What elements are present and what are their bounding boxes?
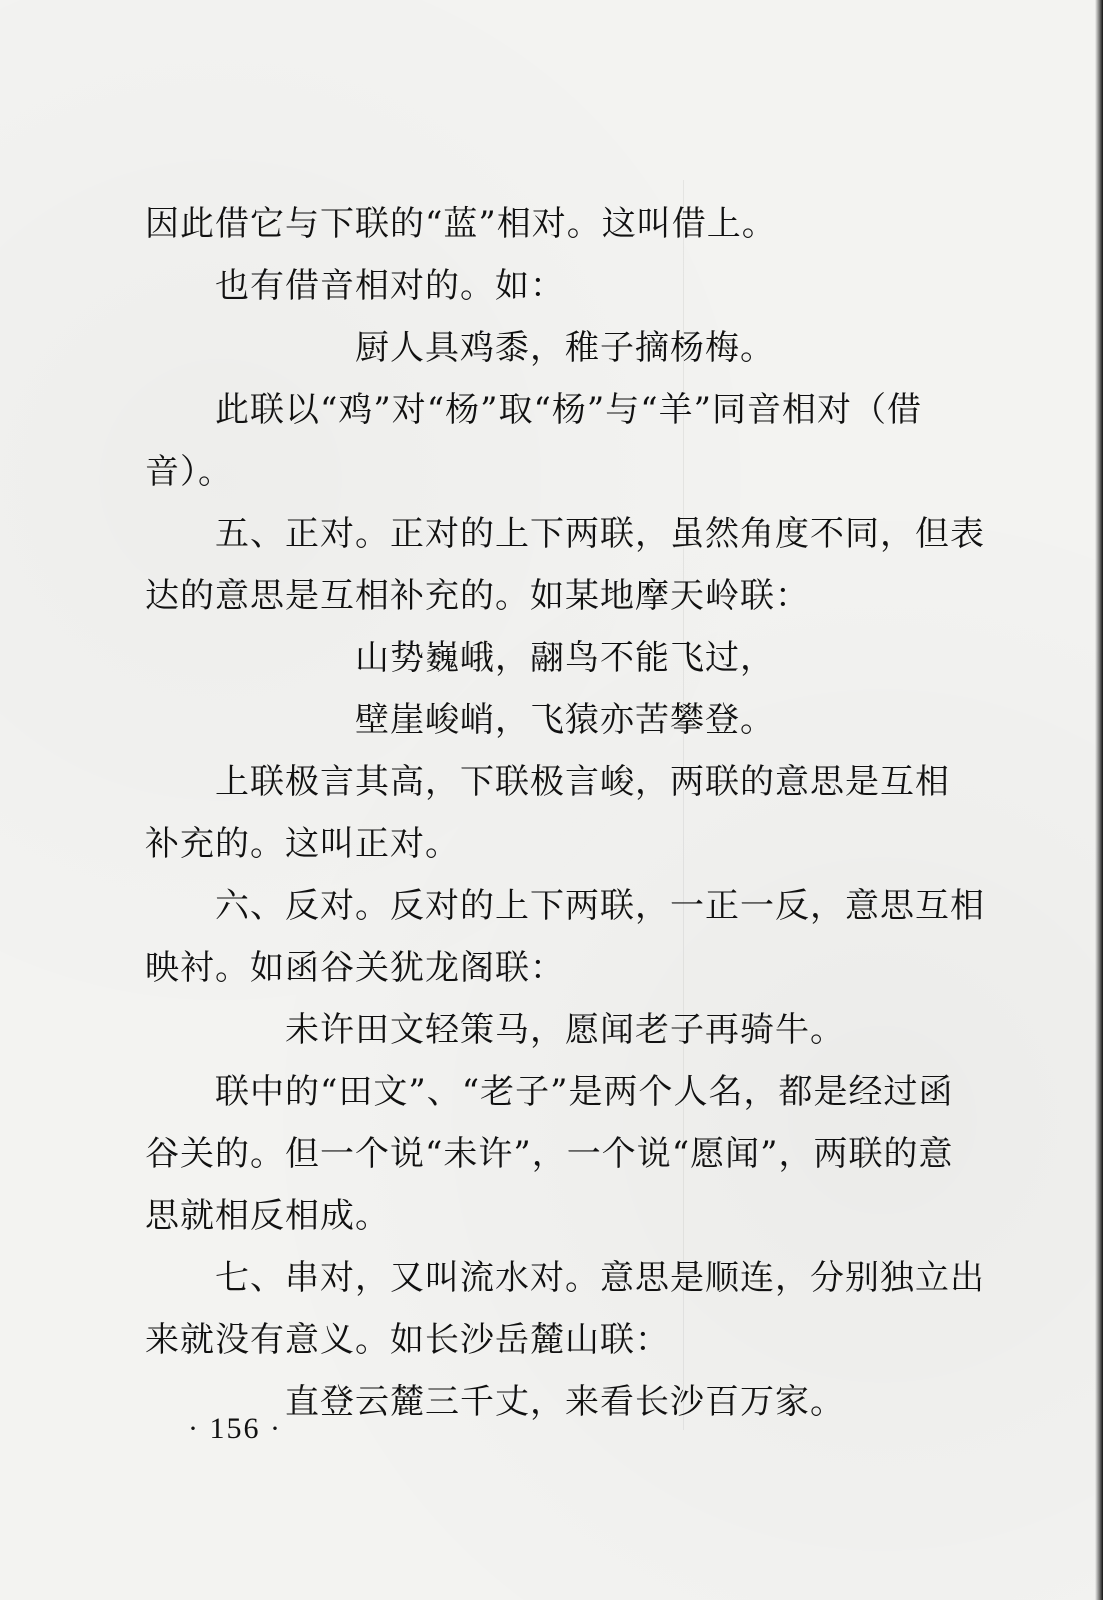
text-line: 思就相反相成。 bbox=[145, 1196, 390, 1236]
text-line: 也有借音相对的。如： bbox=[215, 266, 565, 306]
couplet-example: 未许田文轻策马，愿闻老子再骑牛。 bbox=[285, 1010, 845, 1050]
text-line: 音）。 bbox=[145, 452, 233, 492]
couplet-example: 直登云麓三千丈，来看长沙百万家。 bbox=[285, 1382, 845, 1422]
text-line: 映衬。如函谷关犹龙阁联： bbox=[145, 948, 565, 988]
binding-edge bbox=[1095, 0, 1103, 1600]
couplet-example: 山势巍峨，翮鸟不能飞过， bbox=[355, 638, 775, 678]
text-line: 上联极言其高，下联极言峻，两联的意思是互相 bbox=[215, 762, 950, 802]
text-line: 达的意思是互相补充的。如某地摩天岭联： bbox=[145, 576, 810, 616]
text-line: 谷关的。但一个说“未许”，一个说“愿闻”，两联的意 bbox=[145, 1134, 954, 1174]
text-line: 因此借它与下联的“蓝”相对。这叫借上。 bbox=[145, 204, 777, 244]
text-line: 来就没有意义。如长沙岳麓山联： bbox=[145, 1320, 670, 1360]
text-line: 补充的。这叫正对。 bbox=[145, 824, 460, 864]
text-line: 联中的“田文”、“老子”是两个人名，都是经过函 bbox=[215, 1072, 954, 1112]
text-line: 此联以“鸡”对“杨”取“杨”与“羊”同音相对（借 bbox=[215, 390, 923, 430]
body-text bbox=[145, 193, 985, 1433]
section-heading-five: 五、正对。正对的上下两联，虽然角度不同，但表 bbox=[215, 514, 985, 554]
section-heading-six: 六、反对。反对的上下两联，一正一反，意思互相 bbox=[215, 886, 985, 926]
couplet-example: 壁崖峻峭，飞猿亦苦攀登。 bbox=[355, 700, 775, 740]
section-heading-seven: 七、串对，又叫流水对。意思是顺连，分别独立出 bbox=[215, 1258, 985, 1298]
couplet-example: 厨人具鸡黍，稚子摘杨梅。 bbox=[355, 328, 775, 368]
page-number: · 156 · bbox=[188, 1412, 282, 1445]
